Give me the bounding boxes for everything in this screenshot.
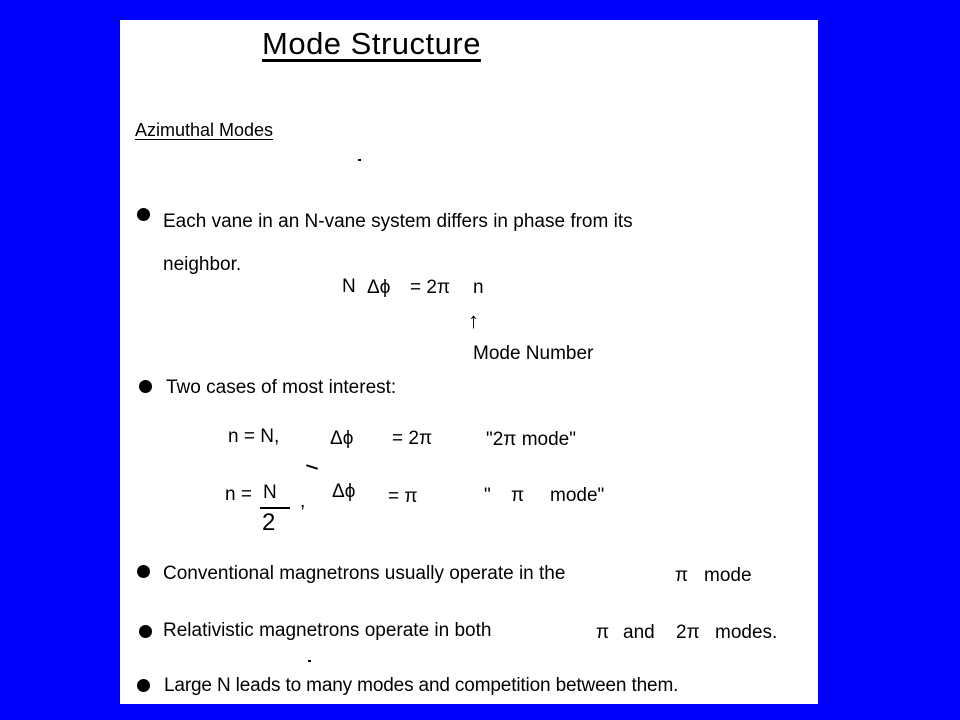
up-arrow-icon: ↑ bbox=[468, 308, 479, 333]
case-1-delta-phi: Δϕ bbox=[330, 428, 354, 449]
bullet-icon bbox=[139, 380, 152, 393]
bullet-4-text-after: modes. bbox=[715, 622, 778, 643]
case-1-n: n = N, bbox=[228, 426, 280, 447]
bullet-3-text-after: mode bbox=[704, 565, 752, 586]
speck bbox=[306, 464, 318, 470]
case-2-denominator: 2 bbox=[262, 509, 276, 536]
case-2-mode-quote: " bbox=[484, 485, 491, 506]
slide bbox=[120, 20, 818, 704]
bullet-1-line-2: neighbor. bbox=[163, 254, 242, 275]
bullet-icon bbox=[137, 565, 150, 578]
section-subtitle: Azimuthal Modes bbox=[135, 120, 274, 140]
bullet-4-text-before: Relativistic magnetrons operate in both bbox=[163, 620, 492, 641]
case-2-delta-phi: Δϕ bbox=[332, 481, 356, 502]
case-2-numerator: N bbox=[263, 482, 277, 503]
bullet-icon bbox=[137, 208, 150, 221]
equation-lhs: N bbox=[342, 276, 356, 297]
mode-number-label: Mode Number bbox=[473, 343, 594, 364]
bullet-4-symbol-2: 2π bbox=[676, 622, 700, 643]
case-2-value: = π bbox=[388, 486, 418, 507]
bullet-4-symbol-1: π bbox=[596, 622, 610, 643]
equation-delta-phi: Δϕ bbox=[367, 277, 391, 298]
page-title: Mode Structure bbox=[262, 26, 481, 61]
case-2-n: n = bbox=[225, 484, 252, 505]
case-1-value: = 2π bbox=[392, 428, 433, 449]
speck bbox=[358, 159, 361, 161]
bullet-4-middle: and bbox=[623, 622, 655, 643]
case-2-mode-symbol: π bbox=[511, 485, 525, 506]
case-2-comma: , bbox=[300, 491, 306, 512]
bullet-1-line-1: Each vane in an N-vane system differs in phase from its bbox=[163, 211, 633, 232]
speck bbox=[308, 660, 311, 662]
bullet-3-symbol: π bbox=[675, 565, 689, 586]
case-1-mode: "2π mode" bbox=[486, 429, 576, 450]
bullet-icon bbox=[139, 625, 152, 638]
bullet-5-text: Large N leads to many modes and competition between them. bbox=[164, 675, 679, 696]
bullet-icon bbox=[137, 679, 150, 692]
equation-n: n bbox=[473, 277, 484, 298]
case-2-mode: mode" bbox=[550, 485, 605, 506]
equation-rhs: = 2π bbox=[410, 277, 451, 298]
bullet-3-text-before: Conventional magnetrons usually operate in the bbox=[163, 563, 566, 584]
bullet-2-text: Two cases of most interest: bbox=[166, 377, 397, 398]
